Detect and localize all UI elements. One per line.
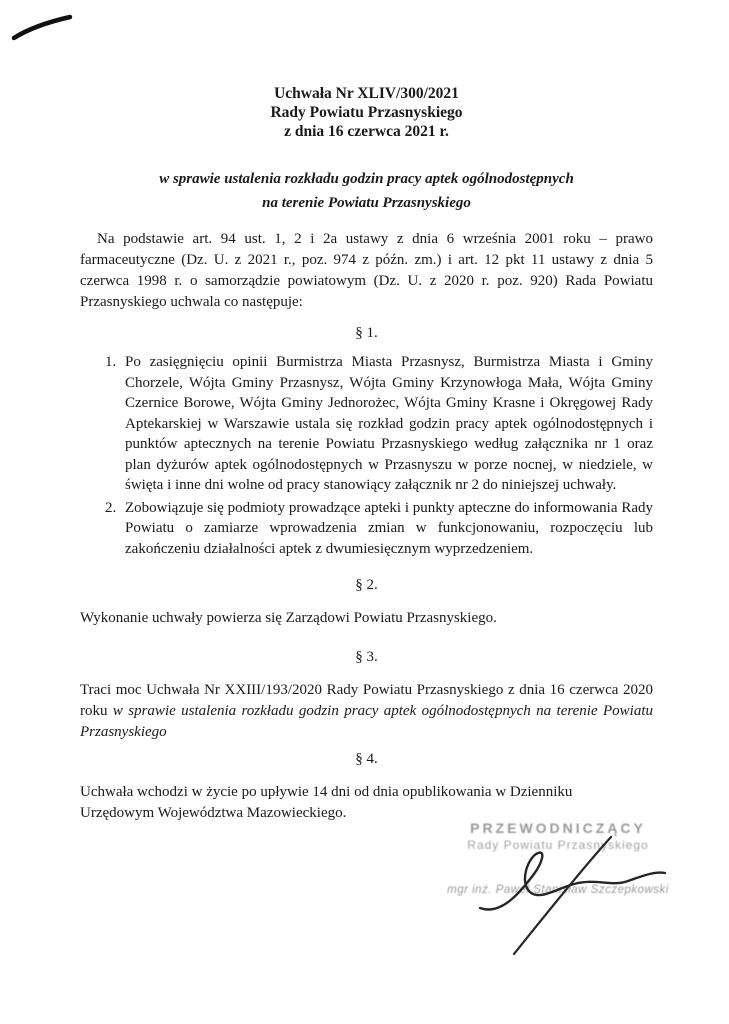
chairman-council: Rady Powiatu Przasnyskiego bbox=[467, 838, 649, 852]
chairman-name: mgr inż. Paweł Stanisław Szczepkowski bbox=[447, 884, 669, 896]
section-4-mark: § 4. bbox=[355, 751, 378, 767]
resolution-date: z dnia 16 czerwca 2021 r. bbox=[284, 123, 449, 140]
resolution-number: Uchwała Nr XLIV/300/2021 bbox=[274, 85, 459, 102]
section-1-mark: § 1. bbox=[355, 325, 378, 341]
chairman-title: PRZEWODNICZĄCY bbox=[470, 820, 646, 836]
repeal-clause-normal: Traci moc Uchwała Nr XXIII/193/2020 Rady Powiatu Przasnyskiego z dnia 16 czerwca 2020 roku bbox=[80, 682, 653, 719]
list-item-text: Zobowiązuje się podmioty prowadzące apteki i punkty apteczne do informowania Rady Powiatu o zamiarze wprowadzenia zmian w funkcjonowaniu, rozpoczęciu lub zakończeniu działalności aptek z dwumiesięcznym wyprzedzeniem. bbox=[125, 499, 653, 557]
title-block bbox=[80, 84, 653, 141]
subject-block bbox=[80, 167, 653, 215]
section-2-mark: § 2. bbox=[355, 577, 378, 593]
council-name: Rady Powiatu Przasnyskiego bbox=[270, 104, 463, 121]
execution-clause: Wykonanie uchwały powierza się Zarządowi Powiatu Przasnyskiego. bbox=[80, 610, 497, 626]
list-item-text: Po zasięgnięciu opinii Burmistrza Miasta Przasnysz, Burmistrza Miasta i Gminy Chorzele, Wójta Gminy Przasnysz, Wójta Gminy Krzynowłoga Mała, Wójta Gminy Czernice Borowe, Wójta Gminy Jednorożec, Wójta Gminy Krasne i Okręgowej Rady Aptekarskiej w Warszawie ustala się rozkład godzin pracy aptek ogólnodostępnych i punktów aptecznych na terenie Powiatu Przasnyskiego według załącznika nr 1 oraz plan dyżurów aptek ogólnodostępnych w Przasnyszu w porze nocnej, w niedziele, w święta i inne dni wolne od pracy stanowiący załącznik nr 2 do niniejszej uchwały. bbox=[125, 354, 653, 493]
list-item bbox=[120, 498, 653, 560]
preamble: Na podstawie art. 94 ust. 1, 2 i 2a ustawy z dnia 6 września 2001 roku – prawo farmaceutyczne (Dz. U. z 2021 r., poz. 974 z późn. zm.) i art. 12 pkt 11 ustawy z dnia 5 czerwca 1998 r. o samorządzie powiatowym (Dz. U. z 2020 r. poz. 920) Rada Powiatu Przasnyskiego uchwala co następuje: bbox=[80, 231, 653, 310]
resolution-list bbox=[80, 352, 653, 559]
repeal-clause-italic: w sprawie ustalenia rozkładu godzin pracy aptek ogólnodostępnych na terenie Powiatu Przasnyskiego bbox=[80, 703, 653, 740]
signature-block bbox=[438, 820, 678, 896]
section-3-mark: § 3. bbox=[355, 649, 378, 665]
subject-line-1: w sprawie ustalenia rozkładu godzin pracy aptek ogólnodostępnych bbox=[159, 171, 574, 187]
list-item bbox=[120, 352, 653, 496]
repeal-clause bbox=[80, 680, 653, 743]
subject-line-2: na terenie Powiatu Przasnyskiego bbox=[262, 195, 471, 211]
effective-date-clause: Uchwała wchodzi w życie po upływie 14 dni od dnia opublikowania w Dzienniku Urzędowym Województwa Mazowieckiego. bbox=[80, 784, 573, 821]
